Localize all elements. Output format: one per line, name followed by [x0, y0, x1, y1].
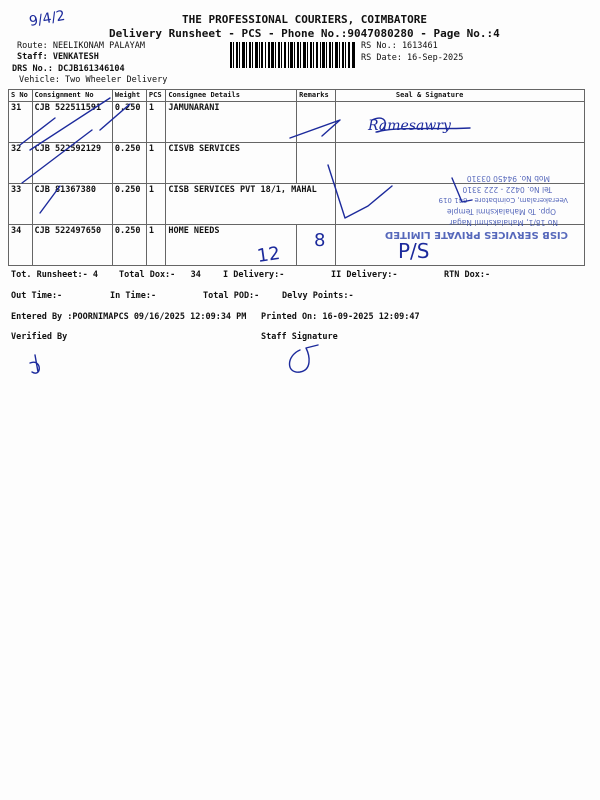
stamp-line: Mob No. 94450 03310 — [466, 174, 550, 183]
company-title: THE PROFESSIONAL COURIERS, COIMBATORE — [182, 13, 428, 26]
cell-weight: 0.250 — [112, 102, 146, 143]
table-row — [9, 143, 585, 184]
out-time: Out Time:- — [11, 291, 63, 301]
handwritten-note: P/S — [398, 239, 430, 263]
cell-consignment: CJB 522592129 — [32, 143, 112, 184]
drs-number: DRS No.: DCJB161346104 — [12, 64, 125, 74]
stamp-line: Veerakeralam, Coimbatore - 641 019 — [438, 196, 568, 204]
cell-seal — [335, 184, 584, 225]
verified-signature — [30, 355, 39, 373]
col-sno-header: S No — [9, 90, 33, 102]
stamp-line: Opp. To Mahalakshmi Temple — [446, 207, 556, 216]
cell-seal — [335, 143, 584, 184]
cell-remarks — [297, 225, 336, 266]
handwritten-note: 9/4/2 — [27, 7, 67, 30]
staff-signature-label: Staff Signature — [261, 332, 338, 342]
first-delivery: I Delivery:- — [223, 270, 285, 280]
rtn-dox: RTN Dox:- — [444, 270, 491, 280]
col-seal-header: Seal & Signature — [335, 90, 584, 102]
cell-consignment: CJB 81367380 — [32, 184, 112, 225]
cell-pcs: 1 — [146, 143, 165, 184]
cell-consignment: CJB 522511591 — [32, 102, 112, 143]
cell-seal — [335, 225, 584, 266]
printed-on: Printed On: 16-09-2025 12:09:47 — [261, 312, 420, 322]
table-row — [9, 225, 585, 266]
delivery-points: Delvy Points:- — [282, 291, 354, 301]
cell-consignee: JAMUNARANI — [166, 102, 297, 143]
cell-consignee: CISB SERVICES PVT 18/1, MAHAL — [166, 184, 336, 225]
in-time: In Time:- — [110, 291, 157, 301]
cell-remarks — [297, 143, 336, 184]
col-remarks-header: Remarks — [297, 90, 336, 102]
cell-pcs: 1 — [146, 184, 165, 225]
col-weight-header: Weight — [112, 90, 146, 102]
col-consignment-header: Consignment No — [32, 90, 112, 102]
total-dox: Total Dox:- 34 — [119, 270, 201, 280]
table-header-row — [9, 90, 585, 102]
cell-weight: 0.250 — [112, 184, 146, 225]
cell-sno: 31 — [9, 102, 33, 143]
cell-consignment: CJB 522497650 — [32, 225, 112, 266]
handwritten-note: 12 — [255, 242, 282, 267]
staff-signature — [290, 345, 319, 372]
rs-number: RS No.: 1613461 — [361, 41, 438, 51]
barcode — [230, 42, 355, 68]
entered-by: Entered By :POORNIMAPCS 09/16/2025 12:09:34 PM — [11, 312, 247, 322]
cell-weight: 0.250 — [112, 225, 146, 266]
col-consignee-header: Consignee Details — [166, 90, 297, 102]
runsheet-table — [8, 89, 585, 266]
table-row — [9, 184, 585, 225]
cell-sno: 34 — [9, 225, 33, 266]
col-pcs-header: PCS — [146, 90, 165, 102]
stamp-line: CISB SERVICES PRIVATE LIMITED — [384, 229, 568, 240]
stamp-line: No 18/1, Mahalakshmi Nagar — [449, 218, 558, 227]
rs-date: RS Date: 16-Sep-2025 — [361, 53, 464, 63]
total-pod: Total POD:- — [203, 291, 260, 301]
route-label: Route: NEELIKONAM PALAYAM — [17, 41, 145, 51]
handwritten-signature: Ramesawry — [368, 118, 451, 134]
vehicle-label: Vehicle: Two Wheeler Delivery — [19, 75, 168, 85]
cell-consignee: HOME NEEDS — [166, 225, 297, 266]
cell-pcs: 1 — [146, 225, 165, 266]
cell-sno: 33 — [9, 184, 33, 225]
handwritten-note: 8 — [314, 230, 326, 251]
verified-by-label: Verified By — [11, 332, 68, 342]
cell-seal — [335, 102, 584, 143]
cell-remarks — [297, 102, 336, 143]
cell-pcs: 1 — [146, 102, 165, 143]
total-runsheet: Tot. Runsheet:- 4 — [11, 270, 98, 280]
second-delivery: II Delivery:- — [331, 270, 398, 280]
table-row — [9, 102, 585, 143]
stamp-line: Tel No. 0422 - 222 3310 — [462, 185, 552, 194]
staff-label: Staff: VENKATESH — [17, 52, 99, 62]
cell-sno: 32 — [9, 143, 33, 184]
cell-weight: 0.250 — [112, 143, 146, 184]
cell-consignee: CISVB SERVICES — [166, 143, 297, 184]
runsheet-title: Delivery Runsheet - PCS - Phone No.:9047080280 - Page No.:4 — [109, 27, 500, 40]
